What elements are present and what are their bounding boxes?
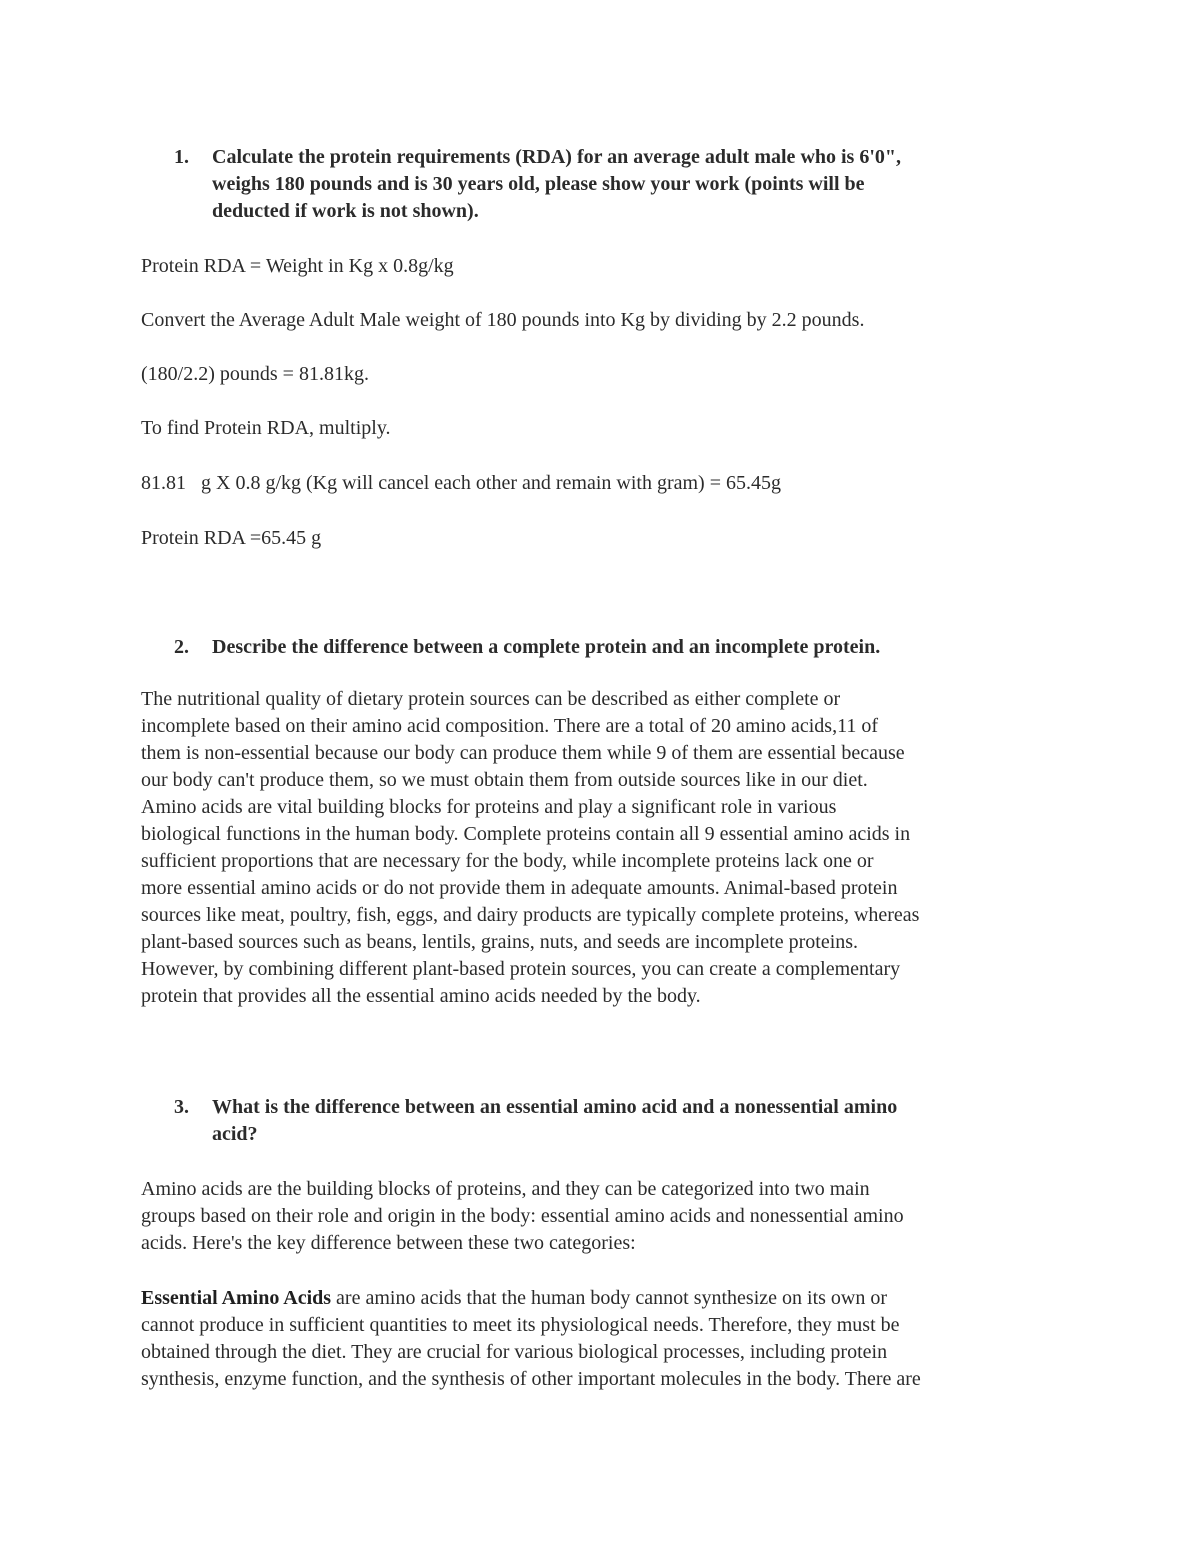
answer-1-result: Protein RDA =65.45 g [141, 527, 322, 549]
answer-1-division: (180/2.2) pounds = 81.81kg. [141, 363, 369, 385]
answer-2-line: sources like meat, poultry, fish, eggs, and dairy products are typically complete proteins, whereas [141, 904, 920, 926]
answer-2-line: sufficient proportions that are necessary for the body, while incomplete proteins lack one or [141, 850, 874, 872]
question-3 [174, 1094, 1054, 1148]
question-2 [174, 634, 1054, 661]
question-3-line-1: What is the difference between an essential amino acid and a nonessential amino [212, 1096, 898, 1118]
question-1 [174, 144, 1054, 225]
question-1-number: 1. [174, 146, 189, 168]
essential-first-line-rest: are amino acids that the human body cannot synthesize on its own or [331, 1287, 888, 1309]
answer-1-multiply-intro: To find Protein RDA, multiply. [141, 417, 391, 439]
answer-3-essential-line: obtained through the diet. They are crucial for various biological processes, including protein [141, 1341, 888, 1363]
answer-2-line: The nutritional quality of dietary protein sources can be described as either complete or [141, 688, 841, 710]
answer-2-line: plant-based sources such as beans, lentils, grains, nuts, and seeds are incomplete proteins. [141, 931, 859, 953]
answer-2-line: However, by combining different plant-based protein sources, you can create a complementary [141, 958, 901, 980]
answer-3-intro-line: groups based on their role and origin in the body: essential amino acids and nonessential amino [141, 1205, 904, 1227]
answer-3-essential-definition [141, 1285, 1081, 1393]
question-3-line-2: acid? [212, 1123, 258, 1145]
answer-3-intro [141, 1176, 1081, 1257]
answer-2-line: them is non-essential because our body can produce them while 9 of them are essential because [141, 742, 905, 764]
answer-3-intro-line: Amino acids are the building blocks of proteins, and they can be categorized into two main [141, 1178, 870, 1200]
answer-2-line: protein that provides all the essential amino acids needed by the body. [141, 985, 701, 1007]
question-2-line-1: Describe the difference between a complete protein and an incomplete protein. [212, 636, 881, 658]
essential-amino-acids-term: Essential Amino Acids [141, 1287, 332, 1309]
answer-2-line: biological functions in the human body. Complete proteins contain all 9 essential amino acids in [141, 823, 911, 845]
answer-3-essential-line: synthesis, enzyme function, and the synthesis of other important molecules in the body. There are [141, 1368, 921, 1390]
answer-2-line: Amino acids are vital building blocks for proteins and play a significant role in various [141, 796, 837, 818]
answer-1-formula: Protein RDA = Weight in Kg x 0.8g/kg [141, 255, 454, 277]
answer-3-essential-line: cannot produce in sufficient quantities to meet its physiological needs. Therefore, they must be [141, 1314, 900, 1336]
answer-2-paragraph [141, 686, 1081, 1010]
answer-3-essential-first-line [141, 1285, 1081, 1312]
question-1-line-3: deducted if work is not shown). [212, 200, 479, 222]
question-1-line-1: Calculate the protein requirements (RDA) for an average adult male who is 6'0", [212, 146, 902, 168]
answer-2-line: more essential amino acids or do not provide them in adequate amounts. Animal-based protein [141, 877, 898, 899]
question-2-number: 2. [174, 636, 189, 658]
question-1-line-2: weighs 180 pounds and is 30 years old, please show your work (points will be [212, 173, 865, 195]
answer-3-intro-line: acids. Here's the key difference between these two categories: [141, 1232, 636, 1254]
answer-1-calculation: 81.81 g X 0.8 g/kg (Kg will cancel each other and remain with gram) = 65.45g [141, 472, 781, 494]
answer-1-convert: Convert the Average Adult Male weight of 180 pounds into Kg by dividing by 2.2 pounds. [141, 309, 865, 331]
answer-2-line: our body can't produce them, so we must obtain them from outside sources like in our diet. [141, 769, 868, 791]
answer-2-line: incomplete based on their amino acid composition. There are a total of 20 amino acids,11 of [141, 715, 879, 737]
question-3-number: 3. [174, 1096, 189, 1118]
